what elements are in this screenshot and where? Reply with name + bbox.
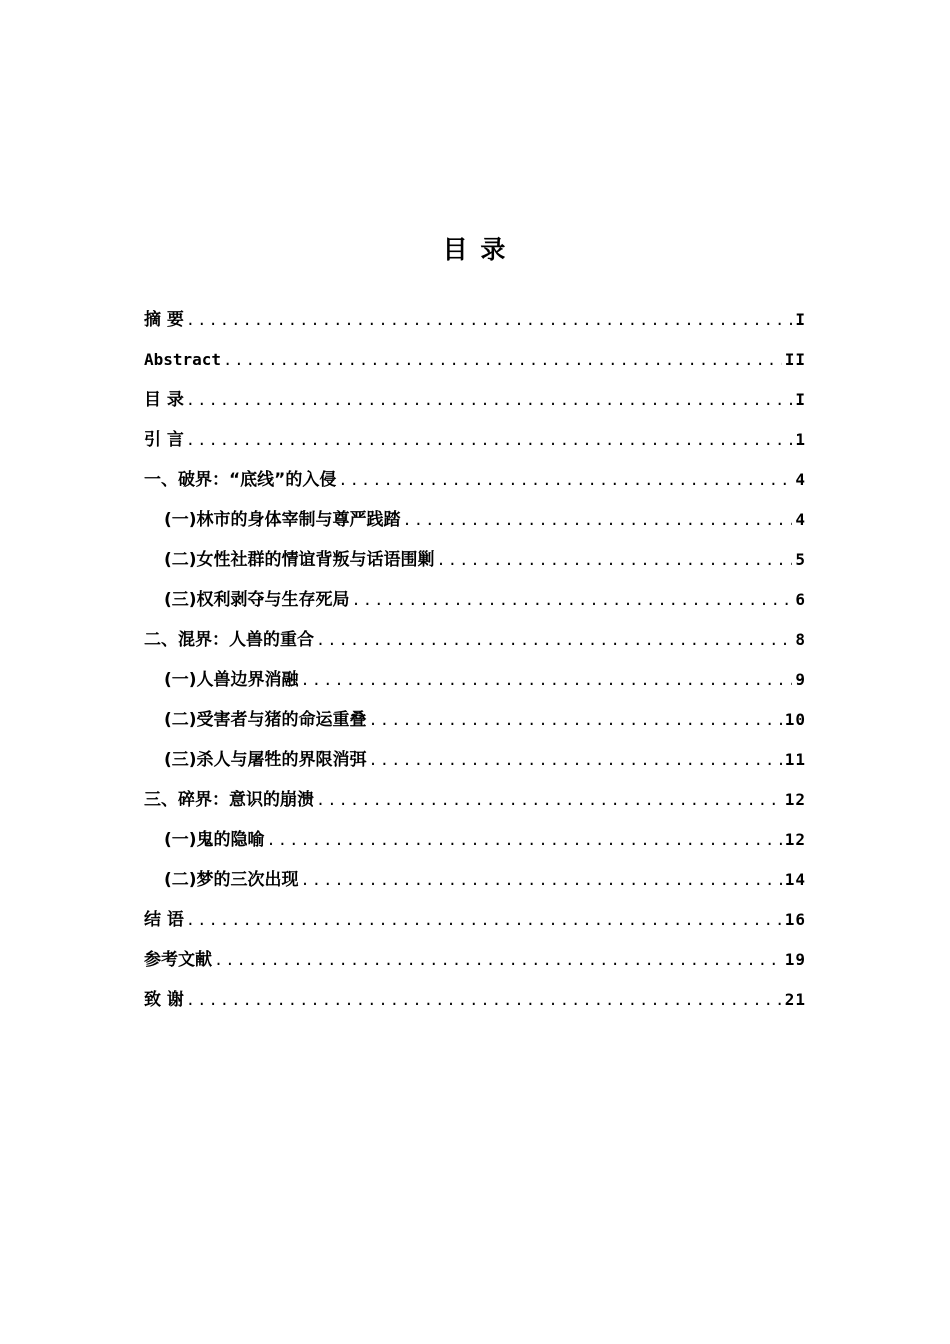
dot-leader	[186, 380, 792, 420]
toc-entry-section-1-2[interactable]	[144, 540, 806, 580]
toc-entry-label: (一)林市的身体宰制与尊严践踏	[164, 510, 401, 530]
dot-leader	[316, 620, 792, 660]
toc-entry-conclusion[interactable]	[144, 900, 806, 940]
dot-leader	[338, 460, 792, 500]
dot-leader	[301, 660, 793, 700]
toc-entry-label: 引 言	[144, 430, 184, 450]
toc-entry-section-3-1[interactable]	[144, 820, 806, 860]
toc-entry-page: 10	[784, 710, 806, 729]
toc-entry-label: 目 录	[144, 390, 184, 410]
toc-entry-contents[interactable]	[144, 380, 806, 420]
toc-entry-introduction[interactable]	[144, 420, 806, 460]
toc-entry-section-3-2[interactable]	[144, 860, 806, 900]
toc-entry-page: I	[795, 310, 806, 329]
toc-entry-page: 12	[784, 830, 806, 849]
toc-entry-abstract-cn[interactable]	[144, 300, 806, 340]
toc-entry-page: 21	[784, 990, 806, 1009]
toc-entry-page: 1	[795, 430, 806, 449]
toc-entry-label: (一)人兽边界消融	[164, 670, 299, 690]
toc-entry-label: 二、混界：人兽的重合	[144, 630, 314, 650]
toc-entry-page: 19	[784, 950, 806, 969]
toc-entry-label: 三、碎界：意识的崩溃	[144, 790, 314, 810]
dot-leader	[186, 900, 782, 940]
dot-leader	[316, 780, 782, 820]
toc-entry-label: (二)受害者与猪的命运重叠	[164, 710, 367, 730]
toc-title: 目 录	[442, 235, 508, 264]
toc-entry-label: 参考文献	[144, 950, 212, 970]
dot-leader	[352, 580, 793, 620]
toc-entry-page: 5	[795, 550, 806, 569]
toc-list	[144, 300, 806, 1020]
toc-entry-page: 4	[795, 510, 806, 529]
dot-leader	[186, 980, 782, 1020]
toc-entry-label: 结 语	[144, 910, 184, 930]
toc-entry-label: (三)杀人与屠牲的界限消弭	[164, 750, 367, 770]
toc-entry-section-1-1[interactable]	[144, 500, 806, 540]
dot-leader	[186, 300, 792, 340]
toc-entry-label: (三)权利剥夺与生存死局	[164, 590, 350, 610]
toc-entry-label: 致 谢	[144, 990, 184, 1010]
toc-entry-label: (二)梦的三次出现	[164, 870, 299, 890]
toc-entry-section-1-3[interactable]	[144, 580, 806, 620]
toc-entry-page: 4	[795, 470, 806, 489]
toc-entry-chapter-3[interactable]	[144, 780, 806, 820]
dot-leader	[369, 740, 782, 780]
toc-entry-page: 16	[784, 910, 806, 929]
dot-leader	[223, 340, 782, 380]
toc-entry-page: 12	[784, 790, 806, 809]
toc-entry-abstract-en[interactable]	[144, 340, 806, 380]
toc-entry-label: (二)女性社群的情谊背叛与话语围剿	[164, 550, 435, 570]
toc-entry-acknowledgements[interactable]	[144, 980, 806, 1020]
dot-leader	[369, 700, 782, 740]
toc-entry-label: 一、破界：“底线”的入侵	[144, 470, 337, 490]
dot-leader	[437, 540, 793, 580]
dot-leader	[403, 500, 793, 540]
toc-entry-label: (一)鬼的隐喻	[164, 830, 265, 850]
dot-leader	[186, 420, 792, 460]
toc-entry-label: Abstract	[144, 350, 222, 369]
toc-entry-references[interactable]	[144, 940, 806, 980]
toc-entry-page: 9	[795, 670, 806, 689]
toc-entry-page: 11	[784, 750, 806, 769]
dot-leader	[214, 940, 782, 980]
toc-entry-page: I	[795, 390, 806, 409]
toc-entry-page: 6	[795, 590, 806, 609]
toc-entry-section-2-3[interactable]	[144, 740, 806, 780]
toc-entry-page: 14	[784, 870, 806, 889]
toc-entry-section-2-2[interactable]	[144, 700, 806, 740]
dot-leader	[267, 820, 782, 860]
toc-entry-section-2-1[interactable]	[144, 660, 806, 700]
toc-entry-page: 8	[795, 630, 806, 649]
toc-entry-label: 摘 要	[144, 310, 184, 330]
dot-leader	[301, 860, 782, 900]
toc-entry-chapter-2[interactable]	[144, 620, 806, 660]
toc-entry-chapter-1[interactable]	[144, 460, 806, 500]
toc-entry-page: II	[784, 350, 806, 369]
